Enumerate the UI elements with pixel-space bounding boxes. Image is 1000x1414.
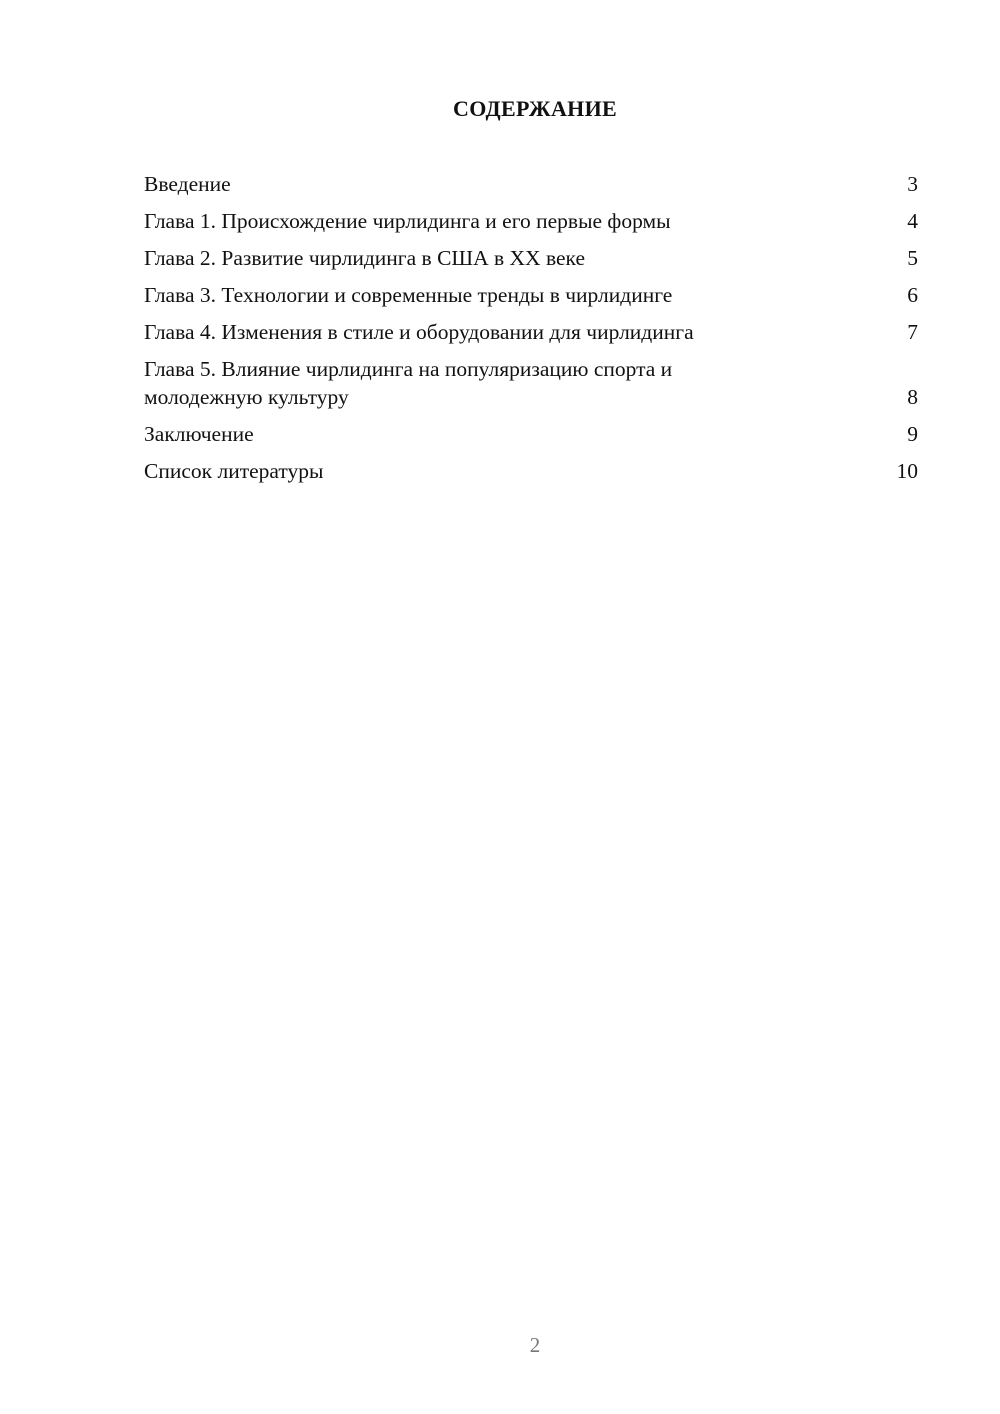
toc-entry — [144, 244, 918, 272]
toc-entry — [144, 281, 918, 309]
toc-entry-label: Глава 1. Происхождение чирлидинга и его первые формы — [144, 209, 671, 233]
toc-entry-label: Глава 3. Технологии и современные тренды в чирлидинге — [144, 283, 673, 307]
toc-entry — [144, 170, 918, 198]
toc-entry-label: Введение — [144, 172, 231, 196]
toc-entry-page: 9 — [907, 422, 918, 446]
toc-entry — [144, 420, 918, 448]
table-of-contents — [144, 170, 918, 494]
toc-entry-page: 3 — [907, 172, 918, 196]
toc-entry — [144, 207, 918, 235]
toc-entry-page: 8 — [907, 385, 918, 409]
toc-entry — [144, 457, 918, 485]
toc-entry-page: 6 — [907, 283, 918, 307]
toc-entry-label: Заключение — [144, 422, 254, 446]
toc-entry-page: 5 — [907, 246, 918, 270]
toc-entry-label: Глава 4. Изменения в стиле и оборудовании для чирлидинга — [144, 320, 694, 344]
toc-entry-page: 4 — [907, 209, 918, 233]
toc-entry-label: Глава 2. Развитие чирлидинга в США в XX веке — [144, 246, 585, 270]
toc-entry-label: Глава 5. Влияние чирлидинга на популяризацию спорта и молодежную культуру — [144, 357, 673, 409]
toc-entry-page: 7 — [907, 320, 918, 344]
page-number: 2 — [529, 1333, 541, 1357]
toc-entry-label: Список литературы — [144, 459, 324, 483]
toc-entry-page: 10 — [896, 459, 918, 483]
toc-heading: СОДЕРЖАНИЕ — [453, 96, 617, 121]
toc-entry — [144, 355, 918, 411]
toc-entry — [144, 318, 918, 346]
